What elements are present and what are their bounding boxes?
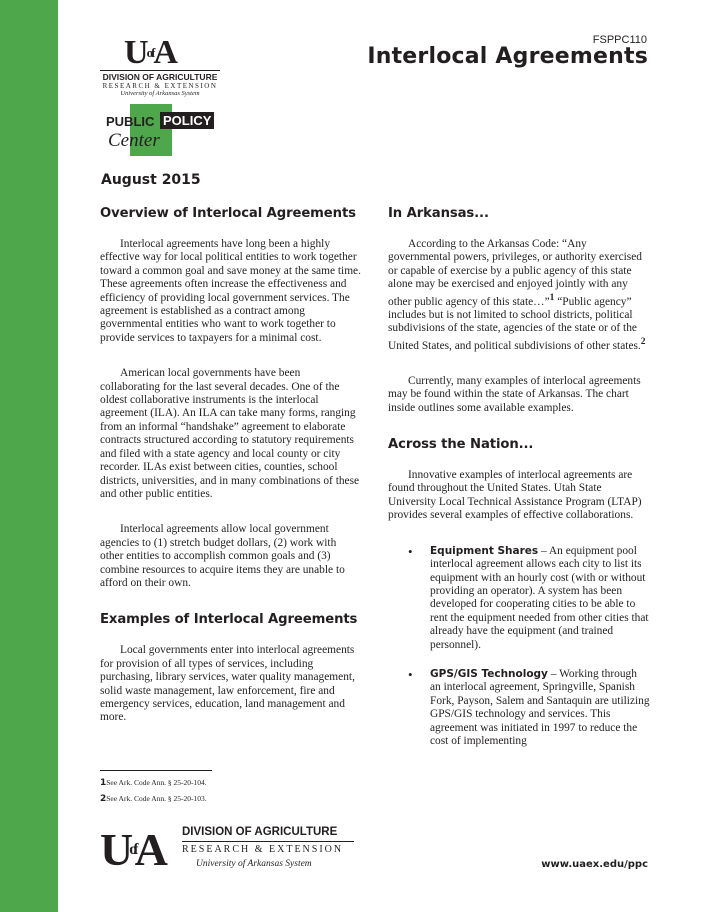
overview-paragraph-1: Interlocal agreements have long been a highly effective way for local political entities to work together toward a common goal and save money at the same time. These agreements often increase the effectiveness and efficiency of providing local government services. The agreement is established as a contract among governmental entities who want to work together to provide services to taxpayers for a minimal cost.: [100, 238, 361, 344]
document-id: FSPPC110: [592, 34, 647, 46]
uofa-mark: $U^{of}A$: [124, 34, 176, 71]
overview-paragraph-3: Interlocal agreements allow local government agencies to (1) stretch budget dollars, (2) work with other entities to accomplish common goals and (3) combine resources to acquire items they are unable to afford on their own.: [100, 523, 345, 589]
bullet-text: – An equipment pool interlocal agreement allows each city to list its equipment with an hourly cost (with or without providing an operator). A system has been developed for cooperating cities to be able to rent the equipment needed from other cities that already have the equipment (and trained personnel).: [430, 544, 649, 651]
footnote-2: 2See Ark. Code Ann. § 25-20-103.: [100, 794, 207, 804]
ppc-public: PUBLIC: [106, 114, 155, 129]
logo-division: DIVISION OF AGRICULTURE: [100, 70, 220, 82]
website-link[interactable]: www.uaex.edu/ppc: [541, 859, 648, 870]
nation-heading: Across the Nation...: [388, 437, 534, 453]
footer-university: University of Arkansas System: [196, 859, 312, 869]
bullet-title: Equipment Shares: [430, 544, 539, 557]
public-policy-center-logo: [106, 104, 216, 156]
footer-uofa-logo: [100, 826, 360, 878]
list-item: [388, 668, 650, 748]
footnote-1: 1See Ark. Code Ann. § 25-20-104.: [100, 778, 207, 788]
footer-research: RESEARCH & EXTENSION: [182, 844, 344, 855]
right-column: [388, 206, 650, 764]
page-title: Interlocal Agreements: [367, 44, 648, 69]
footnote-divider: [100, 770, 212, 771]
uofa-division-logo: [100, 36, 220, 97]
arkansas-heading: In Arkansas...: [388, 206, 489, 221]
arkansas-paragraph-2: Currently, many examples of interlocal agreements may be found within the state of Arkansas. The chart inside outlines some available examples.: [388, 374, 641, 414]
arkansas-paragraph-1: According to the Arkansas Code: “Any governmental powers, privileges, or authority exercised or capable of exercise by a public agency of this state alone may be exercised and enjoyed jointly with any other public agency of this state…”$^1$ “Public agency” includes but is not limited to school districts, political subdivisions of the state, agencies of the state or of the United States, and political subdivisions of other states.$^2$: [388, 238, 646, 352]
footnote-ref-2[interactable]: 2: [640, 336, 646, 347]
footer-logo-rule: [182, 841, 354, 842]
footer-division: DIVISION OF AGRICULTURE: [182, 826, 338, 838]
green-side-bar: [0, 0, 58, 912]
examples-paragraph-1: Local governments enter into interlocal agreements for provision of all types of services, including purchasing, library services, water quality management, solid waste management, law enforcement, fire and emergency services, education, land management and more.: [100, 644, 355, 724]
ppc-center: Center: [108, 130, 160, 151]
left-column: [100, 206, 362, 747]
examples-heading: Examples of Interlocal Agreements: [100, 612, 358, 628]
bullet-text: – Working through an interlocal agreement, Springville, Spanish Fork, Payson, Salem and Santaquin are utilizing GPS/GIS technology and services. This agreement was initiated in 1997 to reduce the cost of implementing: [430, 667, 650, 747]
ppc-policy: POLICY: [160, 112, 214, 129]
footnotes: [100, 775, 207, 807]
nation-paragraph-1: Innovative examples of interlocal agreements are found throughout the United States. Utah State University Local Technical Assistance Program (LTAP) provides several examples of effective collaborations.: [388, 469, 642, 522]
overview-paragraph-2: American local governments have been collaborating for the last several decades. One of the oldest collaborative instruments is the interlocal agreement (ILA). An ILA can take many forms, ranging from an informal “handshake” agreement to elaborate contracts structured according to statutory requirements and filed with a state agency and local county or city recorder. ILAs exist between cities, counties, school districts, universities, and in many combinations of these and other public entities.: [100, 367, 360, 500]
publication-date: August 2015: [101, 172, 201, 188]
overview-heading: Overview of Interlocal Agreements: [100, 206, 356, 221]
footer-uofa-mark: $U^{of}A$: [100, 824, 164, 875]
footnote-ref-1[interactable]: 1: [549, 292, 555, 303]
examples-bullet-list: [388, 545, 650, 749]
logo-research: RESEARCH & EXTENSION: [102, 82, 218, 90]
list-item: [388, 545, 650, 652]
logo-university: University of Arkansas System: [120, 90, 200, 97]
bullet-title: GPS/GIS Technology: [430, 667, 548, 680]
